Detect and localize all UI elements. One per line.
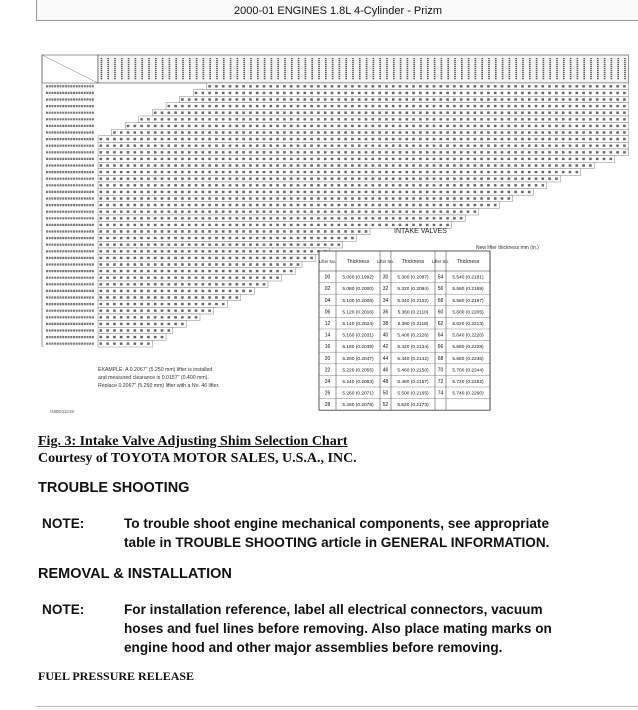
matrix-corner-diagonal (42, 55, 98, 83)
matrix-row (98, 175, 560, 182)
lifter-thickness: 5.100 (0.2008) (342, 298, 374, 304)
lifter-thickness: 5.560 (0.2189) (452, 287, 484, 293)
matrix-row (125, 123, 628, 130)
lifter-thickness: 5.160 (0.2031) (342, 333, 374, 339)
new-lifter-thickness-text: New lifter thickness (476, 245, 520, 251)
example-line-1: EXAMPLE: A 0.2067" (5.250 mm) lifter is installed (98, 367, 213, 373)
lifter-thickness: 5.340 (0.2102) (397, 298, 429, 304)
lifter-thickness: 5.460 (0.2150) (397, 368, 429, 374)
section-trouble-shooting: TROUBLE SHOOTING (38, 480, 190, 496)
lifter-thickness: 5.480 (0.2157) (397, 380, 429, 385)
lifter-table-header-cell: Thickness (456, 259, 480, 265)
lifter-thickness: 5.600 (0.2205) (452, 310, 484, 316)
note-text (124, 514, 624, 552)
matrix-row (166, 103, 628, 110)
matrix-row (98, 215, 465, 222)
lifter-thickness: 5.660 (0.2228) (452, 345, 484, 351)
lifter-thickness: 5.580 (0.2197) (452, 298, 484, 304)
lifter-number: 64 (437, 332, 444, 339)
lifter-number: 04 (324, 297, 331, 304)
matrix-row (98, 248, 329, 255)
intake-valves-table (319, 228, 539, 410)
matrix-row (98, 182, 547, 189)
lifter-thickness: 5.740 (0.2260) (452, 391, 484, 397)
lifter-thickness: 5.380 (0.2118) (397, 322, 429, 327)
lifter-number: 40 (382, 332, 389, 339)
lifter-number: 28 (324, 402, 331, 409)
lifter-thickness: 5.220 (0.2055) (342, 368, 374, 374)
lifter-thickness: 5.400 (0.2126) (397, 333, 429, 339)
lifter-number: 22 (324, 367, 331, 374)
lifter-number: 68 (437, 355, 444, 362)
lifter-thickness: 5.720 (0.2252) (452, 380, 484, 385)
lifter-thickness: 5.360 (0.2110) (397, 310, 429, 316)
lifter-number: 70 (437, 367, 444, 374)
lifter-number: 24 (324, 379, 331, 385)
lifter-number: 50 (382, 390, 389, 397)
lifter-thickness: 5.300 (0.2087) (397, 275, 429, 281)
lifter-thickness: 5.260 (0.2071) (342, 391, 374, 397)
note-line: For installation reference, label all electrical connectors, vacuum (124, 602, 543, 617)
lifter-number: 00 (324, 274, 331, 281)
matrix-row (98, 228, 370, 235)
lifter-number: 30 (382, 274, 389, 281)
matrix-row (98, 255, 316, 262)
lifter-number: 34 (382, 297, 389, 304)
lifter-number: 52 (382, 402, 389, 409)
note-label: NOTE: (42, 602, 85, 617)
figure-code: G88D11219 (50, 409, 74, 414)
figure-caption (38, 433, 357, 467)
lifter-thickness: 5.680 (0.2236) (452, 356, 484, 362)
lifter-number: 06 (324, 309, 331, 316)
lifter-number: 72 (437, 379, 444, 385)
lifter-number: 26 (324, 390, 331, 397)
lifter-thickness: 5.700 (0.2244) (452, 368, 484, 374)
note-text (124, 600, 624, 657)
lifter-number: 12 (324, 321, 331, 327)
lifter-thickness: 5.500 (0.2165) (397, 391, 429, 397)
shim-selection-chart (36, 40, 638, 428)
lifter-number: 42 (382, 344, 389, 351)
example-line-2: and measured clearance is 0.0157" (0.400 mm). (98, 375, 209, 381)
matrix-row (139, 116, 629, 123)
lifter-number: 32 (382, 286, 389, 293)
lifter-thickness: 5.140 (0.2024) (342, 322, 374, 327)
bottom-divider (36, 706, 638, 707)
new-lifter-thickness-label (476, 245, 539, 251)
lifter-thickness: 5.080 (0.2000) (342, 287, 374, 293)
example-note (98, 367, 220, 389)
note-line: table in TROUBLE SHOOTING article in GENERAL INFORMATION. (124, 535, 550, 550)
lifter-table (319, 251, 490, 410)
section-fuel-pressure-release: FUEL PRESSURE RELEASE (38, 669, 195, 683)
matrix-column-header (98, 55, 628, 83)
note-label: NOTE: (42, 516, 85, 531)
lifter-number: 74 (437, 390, 444, 397)
lifter-thickness: 5.200 (0.2047) (342, 356, 374, 362)
lifter-thickness: 5.640 (0.2220) (452, 333, 484, 339)
lifter-table-header-cell: Lifter No. (319, 259, 336, 264)
caption-title: Fig. 3: Intake Valve Adjusting Shim Selection Chart (38, 434, 348, 449)
header-title: 2000-01 ENGINES 1.8L 4-Cylinder - Prizm (233, 5, 443, 17)
note-line: To trouble shoot engine mechanical components, see appropriate (124, 516, 550, 531)
section-removal-installation: REMOVAL & INSTALLATION (38, 566, 232, 582)
note-removal-installation (42, 600, 622, 658)
lifter-number: 14 (324, 332, 331, 339)
matrix-row (180, 96, 629, 103)
note-line: engine hood and other major assemblies before removing. (124, 640, 503, 655)
lifter-number: 02 (324, 286, 331, 293)
lifter-number: 60 (437, 309, 444, 316)
lifter-thickness: 5.420 (0.2134) (397, 345, 429, 351)
lifter-number: 38 (382, 321, 389, 327)
caption-courtesy: Courtesy of TOYOTA MOTOR SALES, U.S.A., INC. (38, 451, 357, 466)
lifter-number: 46 (382, 367, 389, 374)
lifter-table-header-cell: Thickness (346, 259, 370, 265)
lifter-thickness: 5.060 (0.1992) (342, 275, 374, 281)
lifter-thickness: 5.620 (0.2213) (452, 322, 484, 327)
note-line: hoses and fuel lines before removing. Also place mating marks on (124, 621, 552, 636)
lifter-thickness: 5.240 (0.2063) (342, 380, 374, 385)
lifter-number: 54 (437, 274, 444, 281)
lifter-thickness: 5.120 (0.2016) (342, 310, 374, 316)
lifter-table-header-cell: Thickness (401, 259, 425, 265)
lifter-number: 58 (437, 297, 444, 304)
lifter-number: 48 (382, 379, 389, 385)
new-lifter-thickness-unit: mm (in.) (520, 245, 539, 251)
lifter-thickness: 5.440 (0.2142) (397, 356, 429, 362)
chart-svg (36, 40, 638, 428)
lifter-thickness: 5.520 (0.2173) (397, 403, 429, 409)
lifter-thickness: 5.540 (0.2181) (452, 275, 484, 281)
table-title: INTAKE VALVES (394, 228, 447, 235)
lifter-thickness: 5.180 (0.2039) (342, 345, 374, 351)
lifter-number: 66 (437, 344, 444, 351)
lifter-table-header-cell: Lifter No. (377, 259, 394, 264)
lifter-number: 62 (437, 321, 444, 327)
lifter-thickness: 5.320 (0.2094) (397, 287, 429, 293)
lifter-number: 56 (437, 286, 444, 293)
lifter-number: 16 (324, 344, 331, 351)
page-header (36, 0, 638, 21)
lifter-number: 20 (324, 355, 331, 362)
lifter-table-header-cell: Lifter No. (432, 259, 449, 264)
lifter-number: 36 (382, 309, 389, 316)
example-line-3: Replace 0.2067" (5.250 mm) lifter with a No. 46 lifter. (98, 383, 220, 389)
note-trouble-shooting (42, 514, 622, 554)
lifter-number: 44 (382, 355, 389, 362)
matrix-row (98, 340, 152, 347)
lifter-thickness: 5.280 (0.2079) (342, 403, 374, 409)
